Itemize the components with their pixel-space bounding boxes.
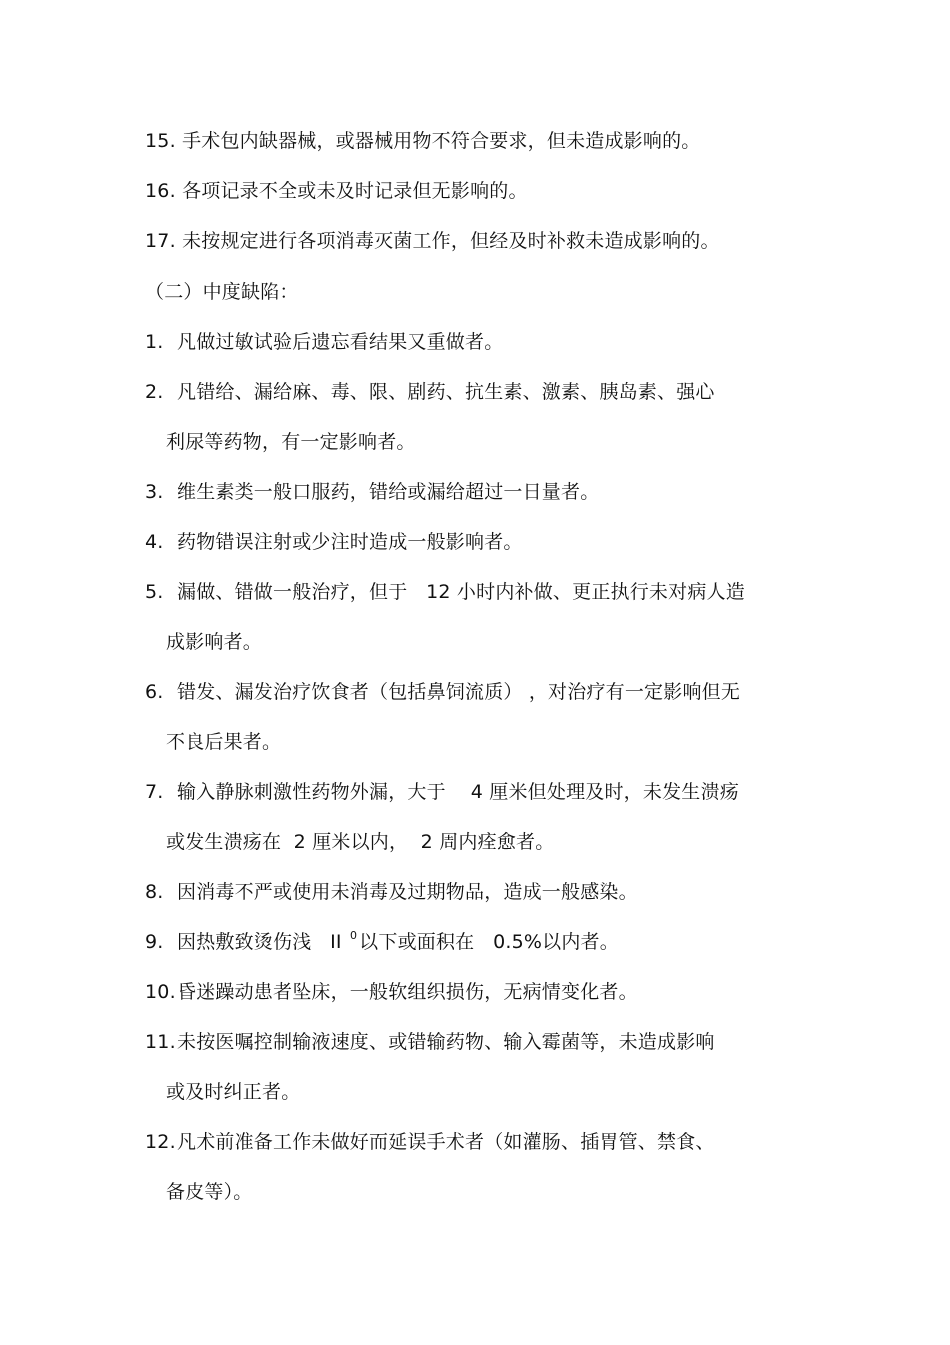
item-text: 17. 未按规定进行各项消毒灭菌工作，但经及时补救未造成影响的。 [145, 230, 720, 252]
item-text: 15. 手术包内缺器械，或器械用物不符合要求，但未造成影响的。 [145, 130, 701, 152]
superscript-degree: 0 [349, 929, 358, 942]
item-text: 16. 各项记录不全或未及时记录但无影响的。 [145, 180, 528, 202]
document-page: 15. 手术包内缺器械，或器械用物不符合要求，但未造成影响的。 16. 各项记录不全或未及时记录但无影响的。 17. 未按规定进行各项消毒灭菌工作，但经及时补救未造成影响的。 （二）中度缺陷： 1. 凡做过敏试验后遗忘看结果又重做者。 2. 凡错给、漏给麻、毒、限、剧药、抗生素、激素、胰岛素、强心 利尿等药物，有一定影响者。 3. 维生素类一般口服药，错给或漏给超过一日量者。 4. 药物错误注射或少注时造成一般影响者。 5. 漏做、错做一般治疗，但于 12 小时内补做、更正执行未对病人造 成影响者。 6. 错发、漏发治疗饮食者（包括鼻饲流质） ，对治疗有一定影响但无 不良后果者。 7. 输入静脉刺激性药物外漏，大于 4 厘米但处理及时，未发生溃疡 或发生溃疡在 2 厘米以内， 2 周内痊愈者。 8. 因消毒不严或使用未消毒及过期物品，造成一般感染。 9. 因热敷致烫伤浅 II $^0$ 以下或面积在 0.5%以内者。 10. 昏迷躁动患者坠床，一般软组织损伤，无病情变化者。 11. 未按医嘱控制输液速度、或错输药物、输入霉菌等，未造成影响 或及时纠正者。 12. 凡术前准备工作未做好而延误手术者（如灌肠、插胃管、禁食、 备皮等）。 [145, 130, 745, 1203]
item-text: 因热敷致烫伤浅 II $^0$ 以下或面积在 0.5%以内者。 [177, 929, 619, 953]
